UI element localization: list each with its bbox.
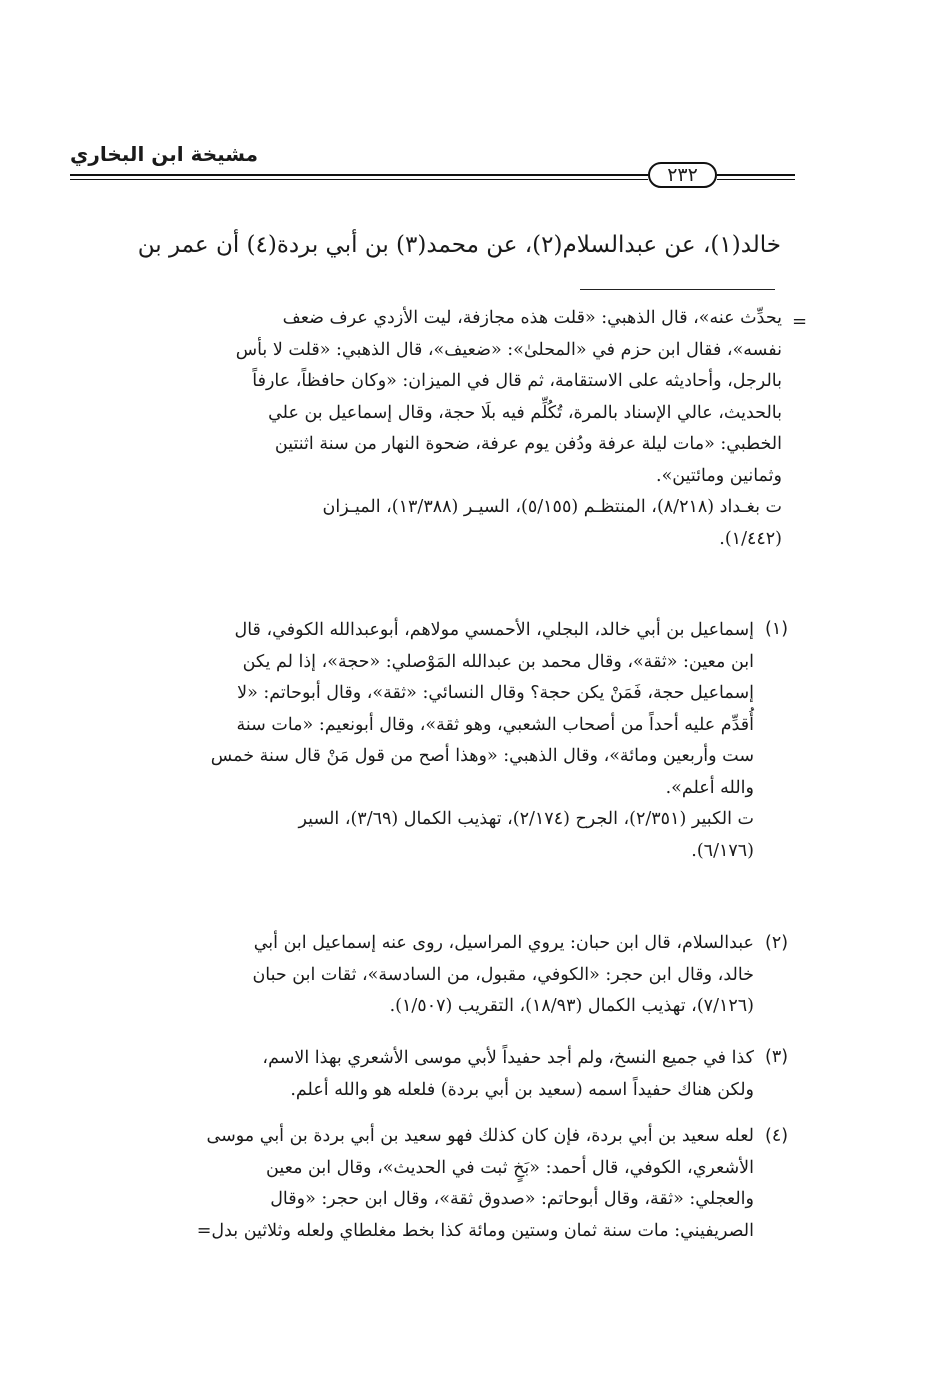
page-number: ٢٣٢ (648, 162, 717, 188)
rule-line (70, 179, 648, 180)
footnote-line: خالد، وقال ابن حجر: «الكوفي، مقبول، من السادسة»، ثقات ابن حبان (252, 964, 754, 985)
continued-footnote (72, 303, 782, 555)
footnote-ref-line: ت بغـداد (٨/٢١٨)، المنتظـم (٥/١٥٥)، السيـر (١٣/٣٨٨)، الميـزان (322, 497, 782, 517)
footnote-separator (580, 289, 775, 290)
footnote-ref-line: (٦/١٧٦). (691, 840, 754, 861)
footnote-line: أُقدِّم عليه أحداً من أصحاب الشعبي، وهو ثقة»، وقال أبونعيم: «مات سنة (236, 714, 754, 735)
footnote-line: يحدِّث عنه»، قال الذهبي: «قلت هذه مجازفة، ليت الأزدي عرف ضعف (282, 308, 782, 328)
footnote-1 (72, 615, 754, 867)
footnote-2 (72, 928, 754, 1023)
header-rule (70, 162, 795, 190)
footnote-number: (٤) (765, 1126, 789, 1146)
footnote-line: بالحديث، عالي الإسناد بالمرة، تُكُلِّم فيه بلَا حجة، وقال إسماعيل بن علي (268, 402, 782, 423)
footnote-line: والله أعلم». (665, 777, 754, 798)
rule-line (717, 179, 795, 180)
footnote-line: بالرجل، وأحاديثه على الاستقامة، ثم قال في الميزان: «وكان حافظاً، عارفاً (252, 371, 782, 391)
footnote-line: ابن معين: «ثقة»، وقال محمد بن عبدالله المَوْصلي: «حجة»، إذا لم يكن (242, 651, 754, 672)
running-header-title: مشيخة ابن البخاري (70, 142, 259, 166)
rule-line (70, 174, 648, 176)
footnote-line: الأشعري، الكوفي، قال أحمد: «بَخٍ ثبت في الحديث»، وقال ابن معين (266, 1157, 754, 1178)
footnote-ref-line: (١/٤٤٢). (719, 528, 782, 549)
footnote-line: عبدالسلام، قال ابن حبان: يروي المراسيل، روى عنه إسماعيل ابن أبي (253, 933, 754, 953)
main-text-line: خالد(١)، عن عبدالسلام(٢)، عن محمد(٣) بن أبي بردة(٤) أن عمر بن (137, 232, 781, 258)
footnote-ref-line: ت الكبير (٢/٣٥١)، الجرح (٢/١٧٤)، تهذيب الكمال (٣/٦٩)، السير (298, 809, 754, 829)
footnote-line: ولكن هناك حفيداً اسمه (سعيد بن أبي بردة) فلعله هو والله أعلم. (290, 1079, 754, 1100)
footnote-number: (٢) (765, 933, 789, 953)
footnote-line: الخطبي: «مات ليلة عرفة ودُفن يوم عرفة، ضحوة النهار من سنة اثنتين (274, 434, 782, 454)
footnote-4 (72, 1121, 754, 1247)
footnote-3 (72, 1043, 754, 1106)
footnote-line: ست وأربعين ومائة»، وقال الذهبي: «وهذا أصح من قول مَنْ قال سنة خمس (210, 746, 754, 766)
footnote-line: الصريفيني: مات سنة ثمان وستين ومائة كذا بخط مغلطاي ولعله وثلاثين بدل= (196, 1220, 754, 1241)
footnote-line: وثمانين ومائتين». (656, 465, 782, 486)
footnote-line: كذا في جميع النسخ، ولم أجد حفيداً لأبي موسى الأشعري بهذا الاسم، (262, 1048, 754, 1068)
footnote-number: (٣) (765, 1047, 789, 1067)
footnote-number: (١) (765, 619, 789, 639)
footnote-line: لعله سعيد بن أبي بردة، فإن كان كذلك فهو سعيد بن أبي بردة بن أبي موسى (206, 1126, 754, 1146)
rule-line (717, 174, 795, 176)
footnote-line: (٧/١٢٦)، تهذيب الكمال (١٨/٩٣)، التقريب (١/٥٠٧). (389, 996, 754, 1016)
footnote-line: نفسه»، فقال ابن حزم في «المحلىٰ»: «ضعيف»، قال الذهبي: «قلت لا بأس (235, 339, 782, 360)
footnote-line: والعجلي: «ثقة، وقال أبوحاتم: «صدوق ثقة»، وقال ابن حجر: «وقال (270, 1189, 754, 1209)
continuation-mark: = (792, 311, 808, 332)
footnote-line: إسماعيل حجة، فَمَنْ يكن حجة؟ وقال النسائي: «ثقة»، وقال أبوحاتم: «لا (237, 683, 754, 703)
footnote-line: إسماعيل بن أبي خالد، البجلي، الأحمسي مولاهم، أبوعبدالله الكوفي، قال (234, 620, 754, 640)
